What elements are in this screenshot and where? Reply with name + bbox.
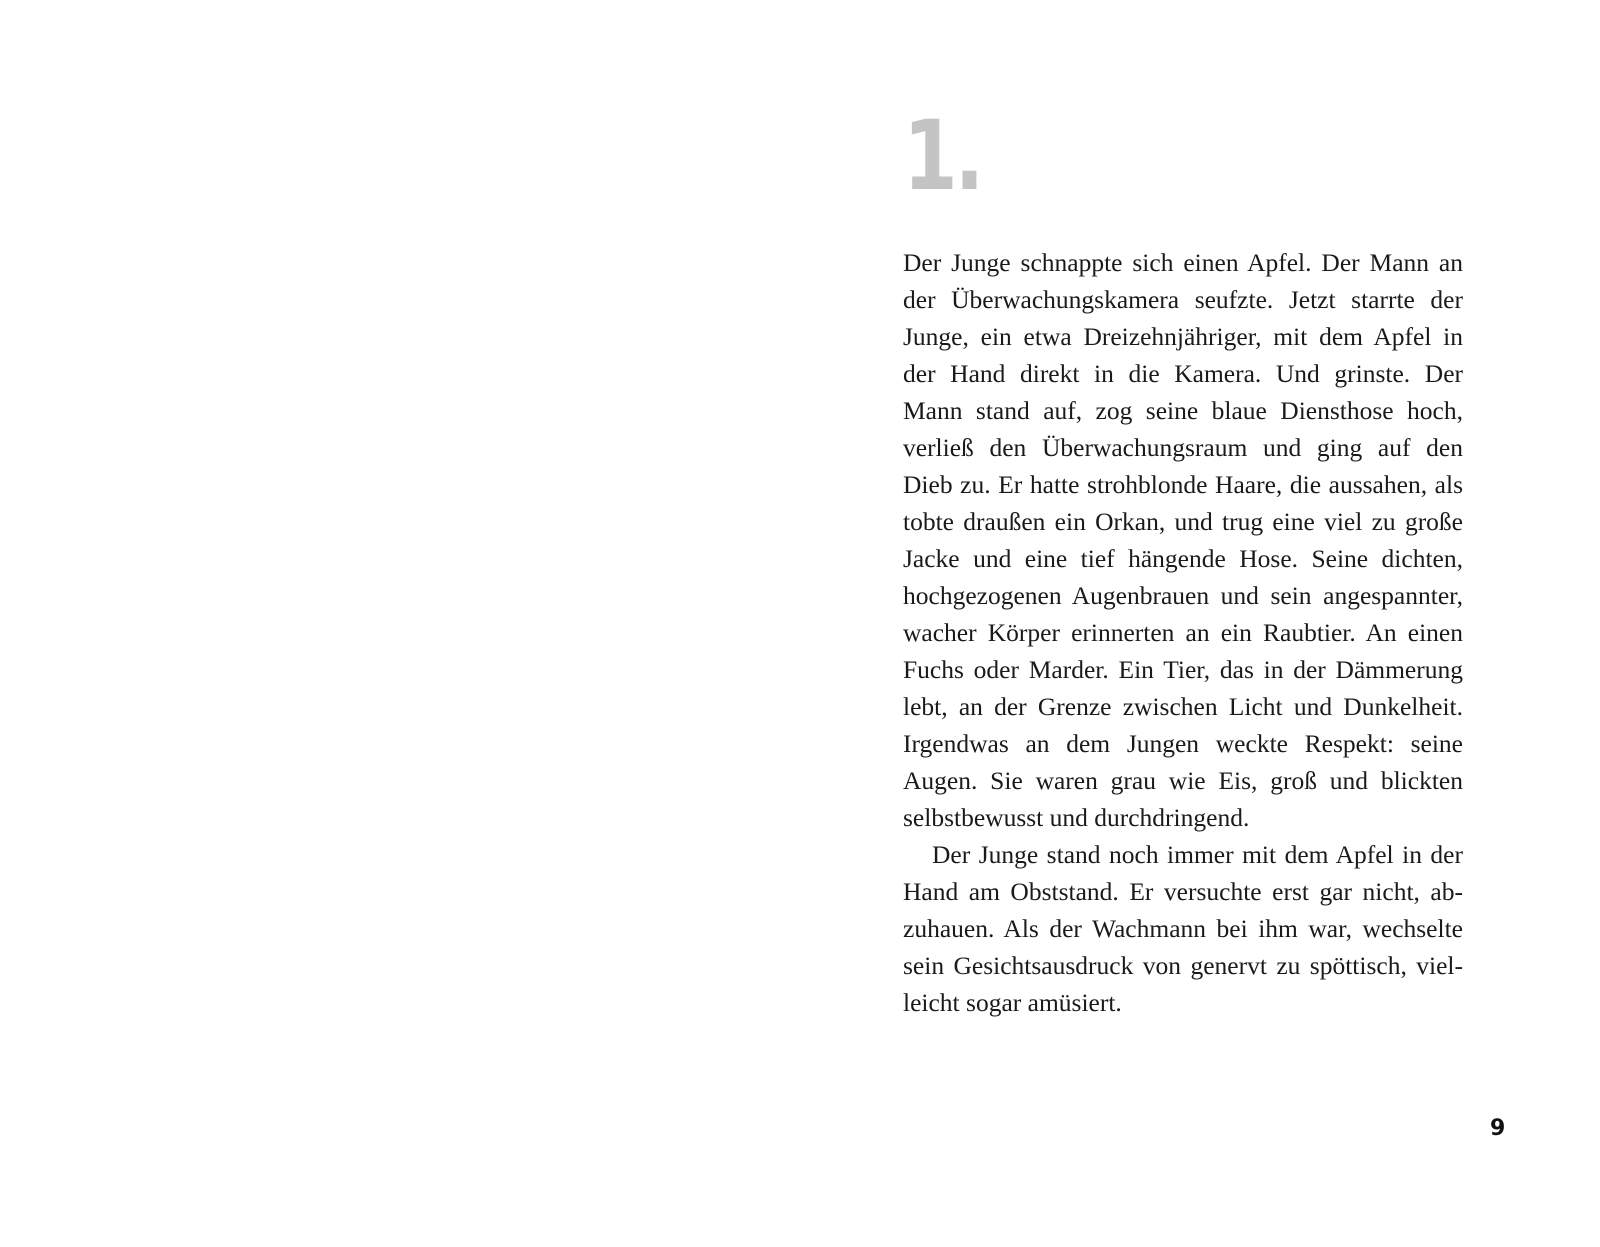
- chapter-body: [903, 244, 1463, 1021]
- right-page: [800, 0, 1600, 1247]
- paragraph-2: Der Junge stand noch immer mit dem Apfel in der Hand am Obststand. Er versuchte erst gar nicht, abzuhauen. Als der Wachmann bei ihm war, wechselte sein Gesichtsausdruck von genervt zu spöttisch, vielleicht sogar amüsiert.: [903, 840, 1463, 1017]
- page-number: 9: [1490, 1116, 1506, 1141]
- paragraph-1: Der Junge schnappte sich einen Apfel. Der Mann an der Überwachungskamera seufzte. Jetzt starrte der Junge, ein etwa Dreizehnjähriger, mit dem Apfel in der Hand direkt in die Kamera. Und grinste. Der Mann stand auf, zog seine blaue Diensthose hoch, verließ den Überwachungsraum und ging auf den Dieb zu. Er hatte strohblonde Haare, die aussahen, als tobte draußen ein Orkan, und trug eine viel zu große Jacke und eine tief hängende Hose. Seine dichten, hochgezogenen Augenbrauen und sein angespannter, wacher Körper erinnerten an ein Raubtier. An einen Fuchs oder Marder. Ein Tier, das in der Dämmerung lebt, an der Grenze zwischen Licht und Dunkelheit. Irgendwas an dem Jungen weckte Respekt: seine Augen. Sie waren grau wie Eis, groß und blickten selbstbewusst und durchdringend.: [903, 248, 1463, 832]
- chapter-number: 1.: [903, 100, 982, 212]
